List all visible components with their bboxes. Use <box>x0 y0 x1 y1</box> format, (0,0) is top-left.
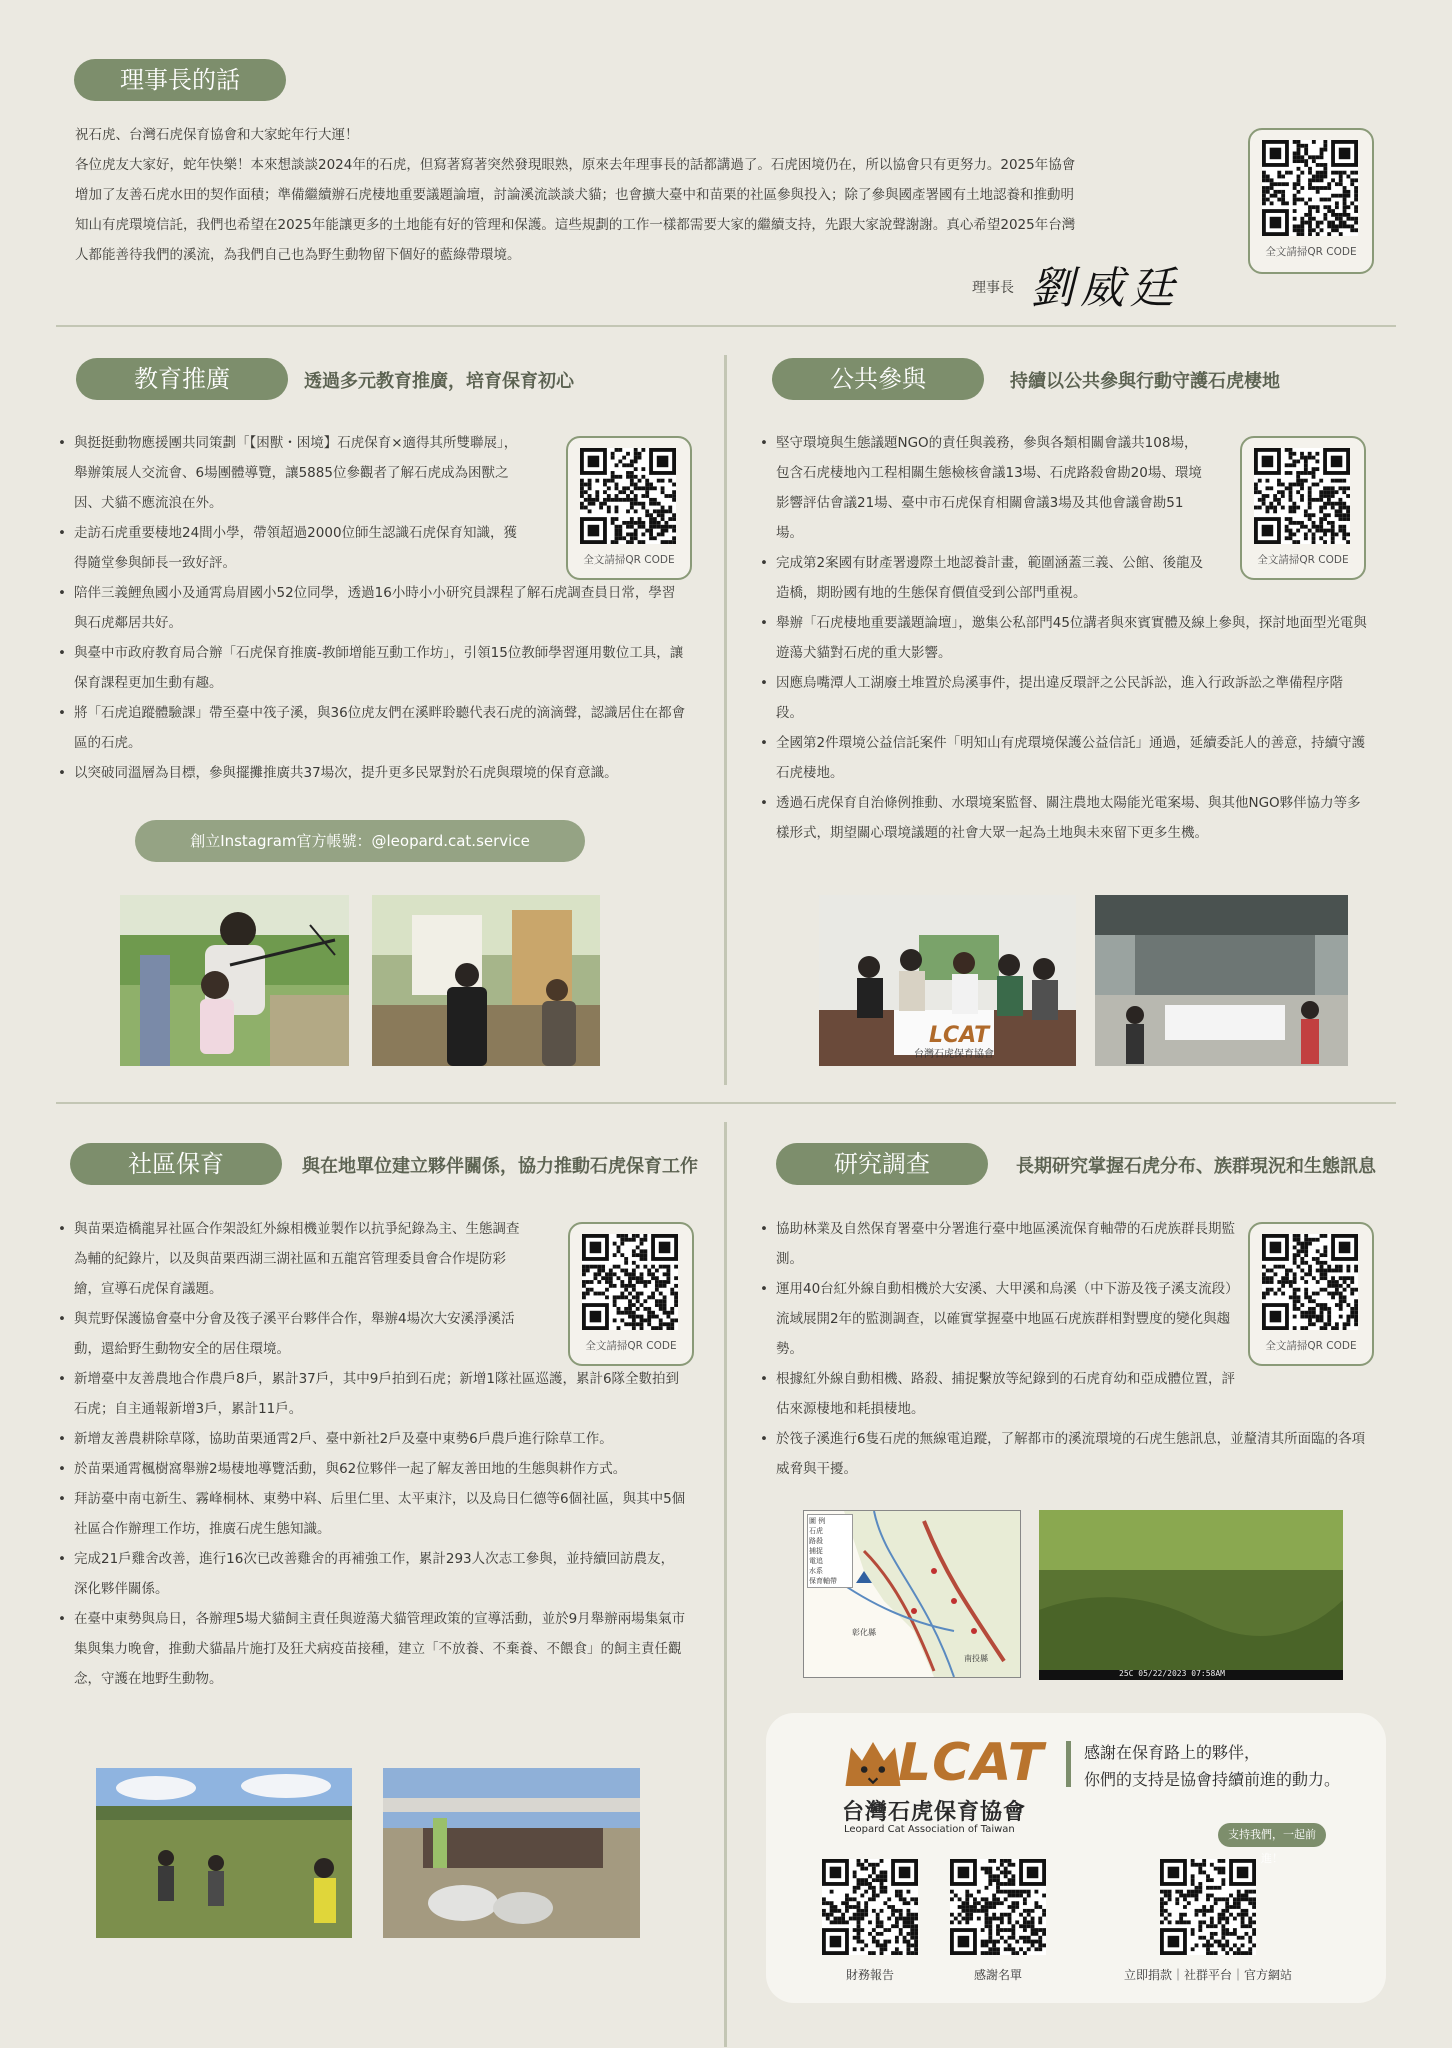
research-item: • 運用40台紅外線自動相機於大安溪、大甲溪和烏溪（中下游及筏子溪支流段）流域展開2年的監測調查，以確實掌握臺中地區石虎族群相對豐度的變化與趨勢。 <box>758 1274 1246 1364</box>
lcat-wordmark: LCAT <box>898 1733 1045 1793</box>
camera-stamp: 25C 05/22/2023 07:58AM <box>1119 1669 1225 1678</box>
community-item: • 在臺中東勢與烏日，各辦理5場犬貓飼主責任與遊蕩犬貓管理政策的宣導活動，並於9月舉辦兩場集氣市集與集力晚會，推動犬貓晶片施打及狂犬病疫苗接種，建立「不放養、不棄養、不餵食」的飼主責任觀念，守護在地野生動物。 <box>56 1604 686 1694</box>
chairman-line-3: 增加了友善石虎水田的契作面積；準備繼續辦石虎棲地重要議題論壇，討論溪流談談犬貓；也會擴大臺中和苗栗的社區參與投入；除了參與國產署國有土地認養和推動明 <box>75 187 1074 203</box>
research-subtitle: 長期研究掌握石虎分布、族群現況和生態訊息 <box>1016 1156 1376 1177</box>
research-item: • 於筏子溪進行6隻石虎的無線電追蹤，了解都市的溪流環境的石虎生態訊息，並釐清其所面臨的各項威脅與干擾。 <box>758 1424 1378 1484</box>
qr-label-donate: 立即捐款｜社群平台｜官方網站 <box>1123 1968 1292 1982</box>
public-title: 公共參與 <box>772 358 984 400</box>
public-item: • 舉辦「石虎棲地重要議題論壇」，邀集公私部門45位講者與來賓實體及線上參與，探討地面型光電與遊蕩犬貓對石虎的重大影響。 <box>758 608 1368 668</box>
chairman-line-1: 祝石虎、台灣石虎保育協會和大家蛇年行大運！ <box>75 127 359 143</box>
map-legend-title: 圖 例 <box>809 1517 826 1525</box>
research-map <box>803 1510 1021 1678</box>
qr-caption: 全文請掃QR CODE <box>583 554 675 566</box>
qr-code-icon[interactable] <box>1254 448 1350 544</box>
qr-code-icon[interactable] <box>582 1234 678 1330</box>
map-legend-item: 捕捉 <box>809 1547 823 1555</box>
instagram-link[interactable]: 創立Instagram官方帳號：@leopard.cat.service <box>135 820 585 862</box>
education-item: • 以突破同溫層為目標，參與擺攤推廣共37場次，提升更多民眾對於石虎與環境的保育意識。 <box>56 758 686 788</box>
map-legend-item: 保育軸帶 <box>809 1577 837 1585</box>
map-legend-item: 電追 <box>809 1557 823 1565</box>
map-legend-item: 水系 <box>809 1567 823 1575</box>
lcat-logo <box>840 1733 1045 1795</box>
leopard-cat-icon <box>840 1735 906 1793</box>
thanks-bar <box>1066 1741 1071 1787</box>
thanks-text <box>1084 1739 1340 1793</box>
education-subtitle: 透過多元教育推廣，培育保育初心 <box>304 371 574 392</box>
qr-financial-report[interactable] <box>822 1859 918 1955</box>
community-item: • 與苗栗造橋龍昇社區合作架設紅外線相機並製作以抗爭紀錄為主、生態調查為輔的紀錄片，以及與苗栗西湖三湖社區和五龍宮管理委員會合作堤防彩繪，宣導石虎保育議題。 <box>56 1214 524 1304</box>
community-subtitle: 與在地單位建立夥伴關係，協力推動石虎保育工作 <box>302 1156 698 1177</box>
chairman-line-4: 知山有虎環境信託，我們也希望在2025年能讓更多的土地能有好的管理和保護。這些規劃的工作一樣都需要大家的繼續支持，先跟大家說聲謝謝。真心希望2025年台灣 <box>75 217 1076 233</box>
qr-code-icon[interactable] <box>1262 140 1358 236</box>
chairman-line-2: 各位虎友大家好，蛇年快樂！本來想談談2024年的石虎，但寫著寫著突然發現眼熟，原來去年理事長的話都講過了。石虎困境仍在，所以協會只有更努力。2025年協會 <box>75 157 1076 173</box>
education-item: • 走訪石虎重要棲地24間小學，帶領超過2000位師生認識石虎保育知識，獲得隨堂參與師長一致好評。 <box>56 518 524 578</box>
thanks-line: 你們的支持是協會持續前進的動力。 <box>1084 1770 1341 1789</box>
qr-code-icon[interactable] <box>1262 1234 1358 1330</box>
community-title: 社區保育 <box>70 1143 282 1185</box>
qr-caption: 全文請掃QR CODE <box>1265 246 1357 258</box>
qr-caption: 全文請掃QR CODE <box>585 1340 677 1352</box>
community-item: • 新增友善農耕除草隊，協助苗栗通霄2戶、臺中新社2戶及臺中東勢6戶農戶進行除草工作。 <box>56 1424 686 1454</box>
public-item: • 因應烏嘴潭人工湖廢土堆置於烏溪事件，提出違反環評之公民訴訟，進入行政訴訟之準備程序階段。 <box>758 668 1368 728</box>
thanks-line: 感謝在保育路上的夥伴， <box>1084 1743 1261 1762</box>
community-item: • 與荒野保護協會臺中分會及筏子溪平台夥伴合作，舉辦4場次大安溪淨溪活動，還給野生動物安全的居住環境。 <box>56 1304 524 1364</box>
photo-camera-trap <box>1039 1510 1343 1680</box>
press-logo: LCAT <box>929 1023 990 1048</box>
research-item: • 根據紅外線自動相機、路殺、捕捉繫放等紀錄到的石虎育幼和亞成體位置，評估來源棲地和耗損棲地。 <box>758 1364 1246 1424</box>
qr-code-icon[interactable] <box>580 448 676 544</box>
map-label: 南投縣 <box>964 1654 988 1663</box>
community-item: • 於苗栗通霄楓樹窩舉辦2場棲地導覽活動，與62位夥伴一起了解友善田地的生態與耕作方式。 <box>56 1454 686 1484</box>
public-item: • 全國第2件環境公益信託案件「明知山有虎環境保護公益信託」通過，延續委託人的善意，持續守護石虎棲地。 <box>758 728 1368 788</box>
divider-middle <box>56 1102 1396 1104</box>
education-item: • 與挺挺動物應援團共同策劃「【困獸・困境】石虎保育×適得其所雙聯展」，舉辦策展人交流會、6場團體導覽，讓5885位參觀者了解石虎成為困獸之因、犬貓不應流浪在外。 <box>56 428 524 518</box>
qr-caption: 全文請掃QR CODE <box>1257 554 1349 566</box>
divider-vertical-upper <box>724 355 727 1085</box>
press-banner: 台灣石虎保育協會 <box>914 1049 994 1060</box>
map-label: 彰化縣 <box>852 1628 876 1637</box>
research-title: 研究調查 <box>776 1143 988 1185</box>
signature: 劉威廷 <box>1030 263 1180 314</box>
chairman-line-5: 人都能善待我們的溪流，為我們自己也為野生動物留下個好的藍綠帶環境。 <box>75 247 521 263</box>
public-qr-box[interactable] <box>1240 436 1366 580</box>
support-bubble[interactable]: 支持我們，一起前進！ <box>1218 1823 1326 1847</box>
org-name: 台灣石虎保育協會 <box>842 1800 1027 1825</box>
map-legend <box>807 1514 853 1588</box>
qr-donate[interactable] <box>1160 1859 1256 1955</box>
photo-river-cleanup <box>383 1768 640 1938</box>
org-name-en: Leopard Cat Association of Taiwan <box>844 1824 1015 1835</box>
signature-label: 理事長 <box>972 280 1014 296</box>
education-qr-box[interactable] <box>566 436 692 580</box>
public-item: • 完成第2案國有財產署邊際土地認養計畫，範圍涵蓋三義、公館、後龍及造橋，期盼國有地的生態保育價值受到公部門重視。 <box>758 548 1206 608</box>
divider-vertical-lower <box>724 1122 727 2047</box>
qr-thanks-list[interactable] <box>950 1859 1046 1955</box>
divider-top <box>56 325 1396 327</box>
education-item: • 陪伴三義鯉魚國小及通霄烏眉國小52位同學，透過16小時小小研究員課程了解石虎調查員日常，學習與石虎鄰居共好。 <box>56 578 686 638</box>
community-item: • 完成21戶雞舍改善，進行16次已改善雞舍的再補強工作，累計293人次志工參與，並持續回訪農友，深化夥伴關係。 <box>56 1544 686 1604</box>
research-item: • 協助林業及自然保育署臺中分署進行臺中地區溪流保育軸帶的石虎族群長期監測。 <box>758 1214 1246 1274</box>
public-subtitle: 持續以公共參與行動守護石虎棲地 <box>1010 371 1280 392</box>
photo-tracking-experience <box>120 895 349 1066</box>
education-item: • 與臺中市政府教育局合辦「石虎保育推廣-教師增能互動工作坊」，引領15位教師學習運用數位工具，讓保育課程更加生動有趣。 <box>56 638 686 698</box>
qr-label-financial: 財務報告 <box>845 1968 894 1982</box>
photo-booth-outreach <box>372 895 600 1066</box>
support-panel <box>766 1713 1386 2003</box>
community-item: • 拜訪臺中南屯新生、霧峰桐林、東勢中嵙、后里仁里、太平東汴，以及烏日仁德等6個社區，與其中5個社區合作辦理工作坊，推廣石虎生態知識。 <box>56 1484 686 1544</box>
map-legend-item: 石虎 <box>809 1527 823 1535</box>
chairman-title: 理事長的話 <box>74 59 286 101</box>
chairman-qr-box[interactable] <box>1248 128 1374 274</box>
chairman-message <box>75 120 1165 270</box>
public-item: • 透過石虎保育自治條例推動、水環境案監督、關注農地太陽能光電案場、與其他NGO夥伴協力等多樣形式，期望關心環境議題的社會大眾一起為土地與未來留下更多生機。 <box>758 788 1368 848</box>
map-legend-item: 路殺 <box>809 1537 823 1545</box>
qr-label-thanks: 感謝名單 <box>973 1968 1022 1982</box>
photo-field-weeding <box>96 1768 352 1938</box>
qr-caption: 全文請掃QR CODE <box>1265 1340 1357 1352</box>
research-qr-box[interactable] <box>1248 1222 1374 1366</box>
photo-press-conference <box>819 895 1076 1066</box>
public-item: • 堅守環境與生態議題NGO的責任與義務，參與各類相關會議共108場，包含石虎棲地內工程相關生態檢核會議13場、石虎路殺會勘20場、環境影響評估會議21場、臺中市石虎保育相關會議3場及其他會議會勘51場。 <box>758 428 1206 548</box>
community-item: • 新增臺中友善農地合作農戶8戶，累計37戶，其中9戶拍到石虎；新增1隊社區巡護，累計6隊全數拍到石虎；自主通報新增3戶，累計11戶。 <box>56 1364 686 1424</box>
photo-courthouse-group <box>1095 895 1348 1066</box>
education-item: • 將「石虎追蹤體驗課」帶至臺中筏子溪，與36位虎友們在溪畔聆聽代表石虎的滴滴聲，認識居住在都會區的石虎。 <box>56 698 686 758</box>
education-title: 教育推廣 <box>76 358 288 400</box>
community-qr-box[interactable] <box>568 1222 694 1366</box>
